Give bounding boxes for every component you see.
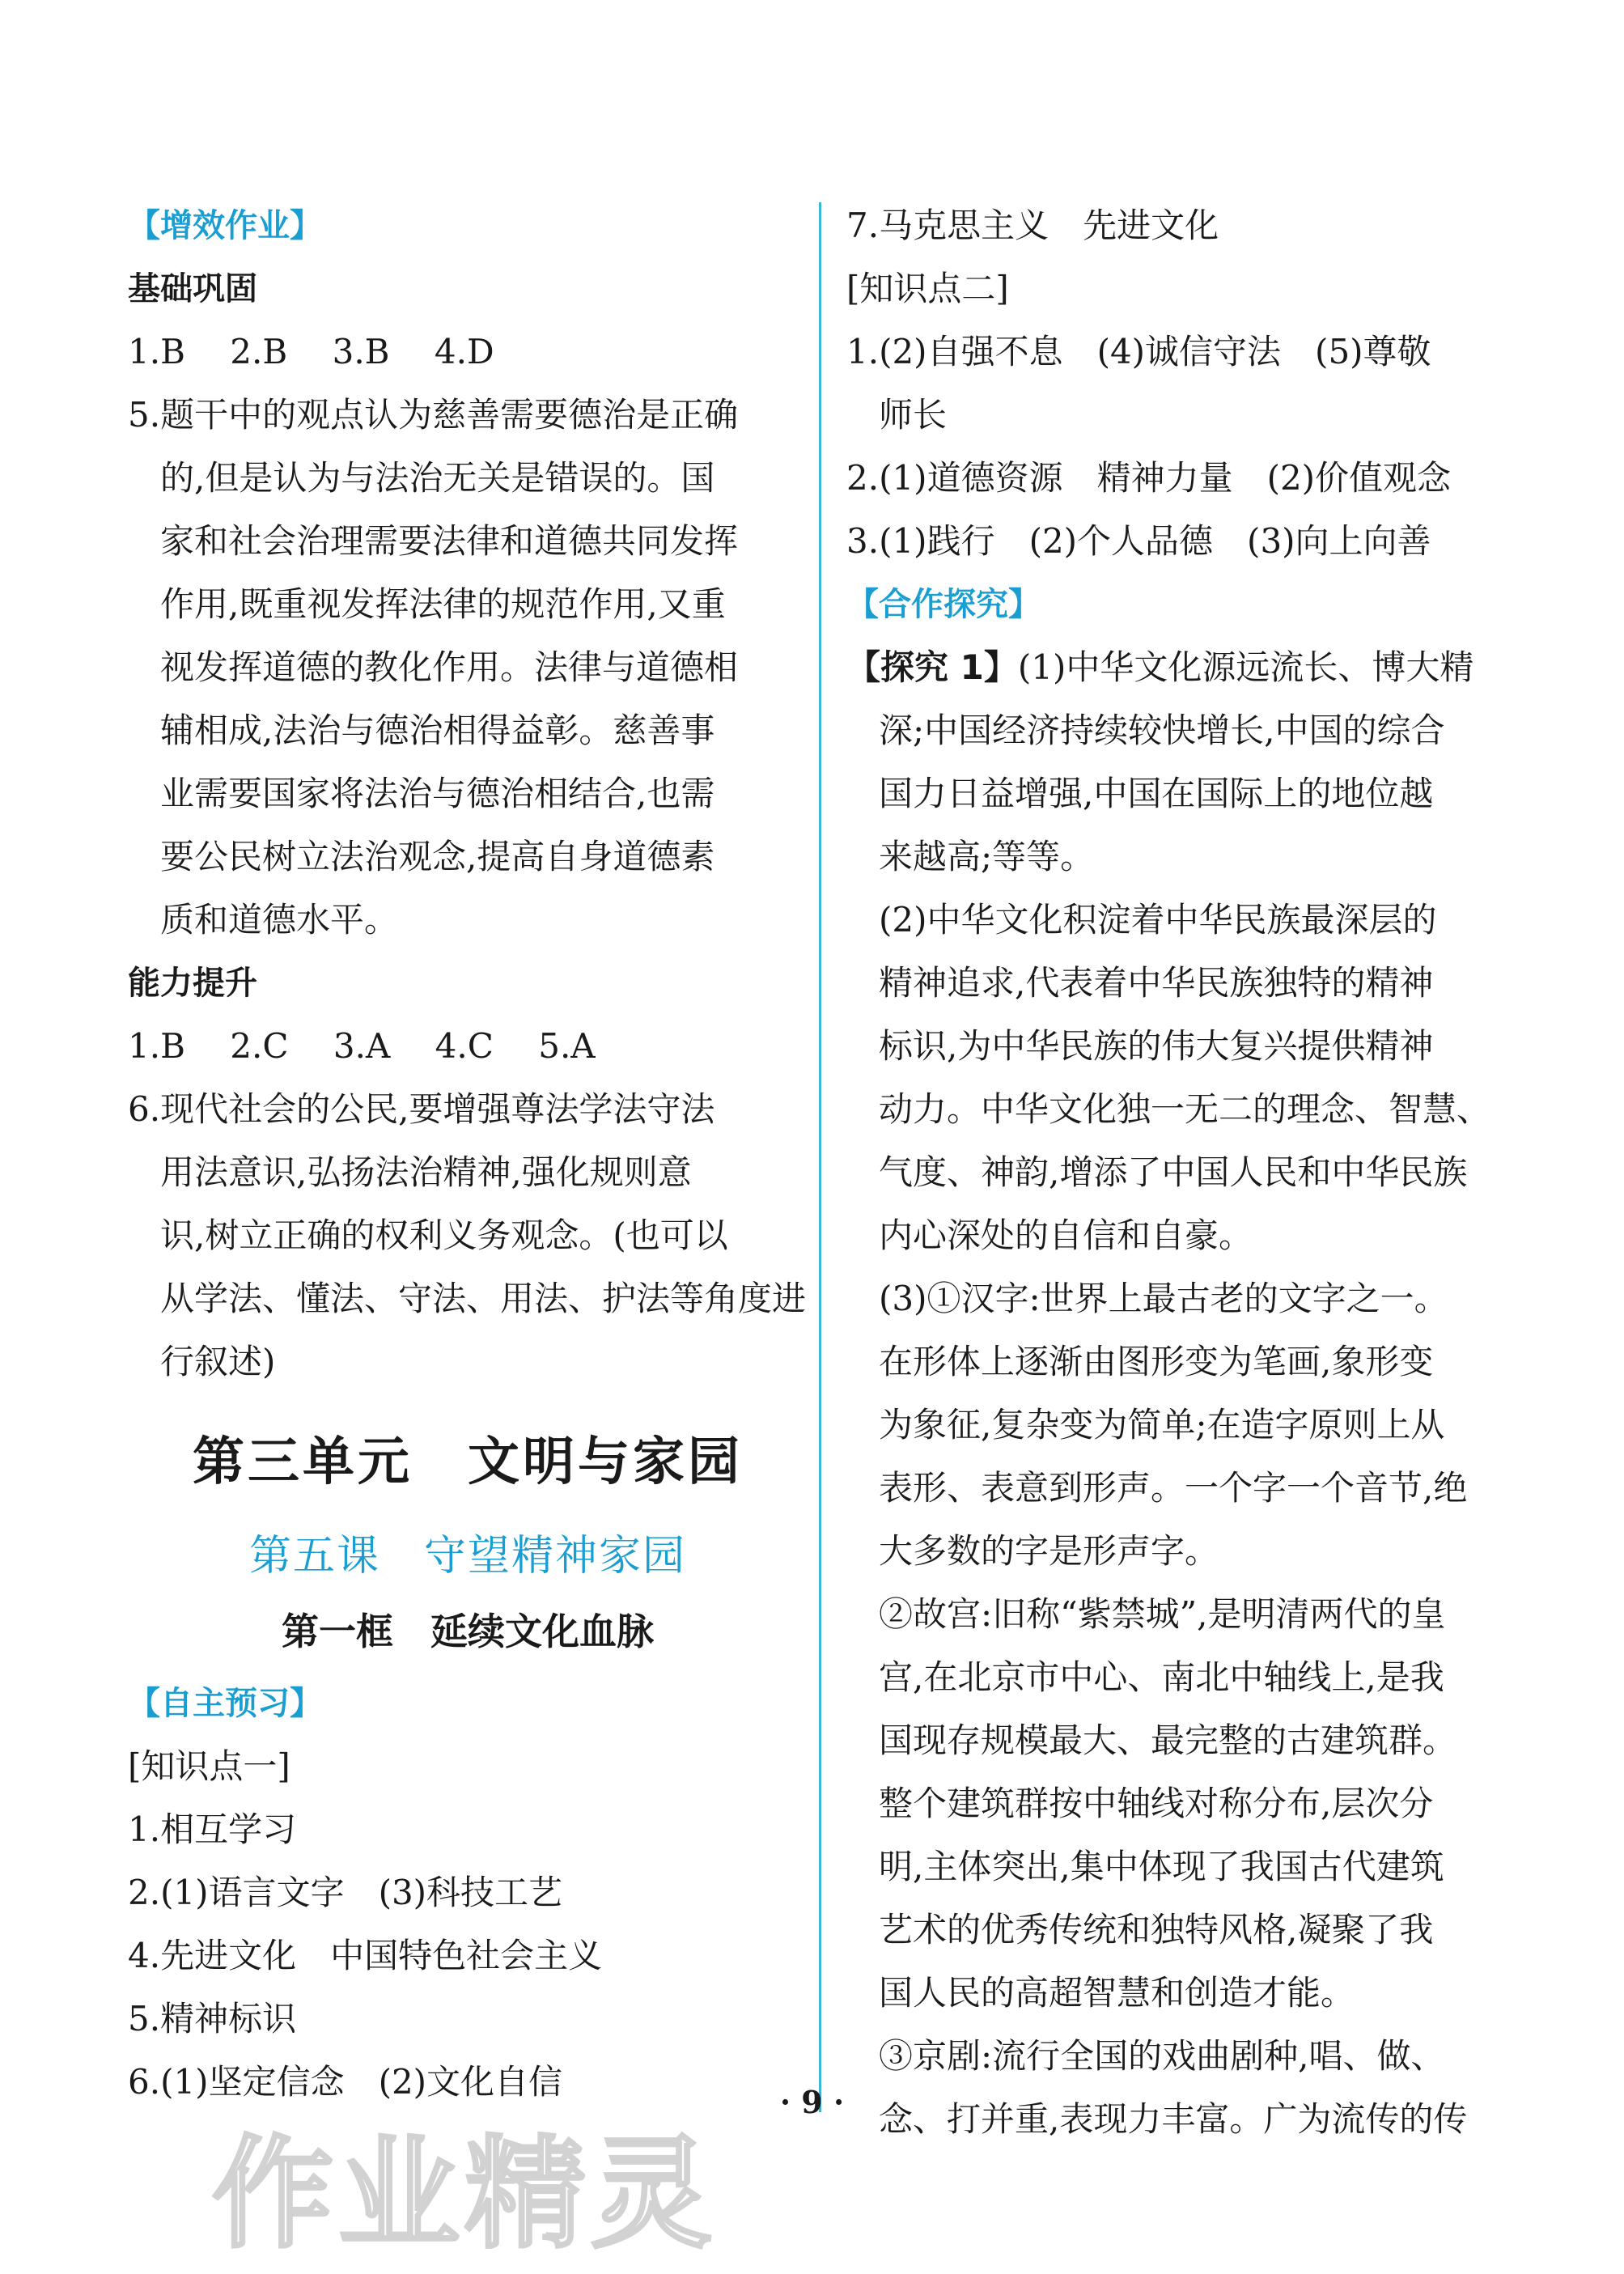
explore-line: 来越高;等等。 <box>879 837 1095 876</box>
explore-line: ③京剧:流行全国的戏曲剧种,唱、做、 <box>879 2036 1445 2076</box>
explore-line: 为象征,复杂变为简单;在造字原则上从 <box>879 1405 1445 1445</box>
explore-line: 气度、神韵,增添了中国人民和中华民族 <box>879 1152 1468 1192</box>
explore-line: 国现存规模最大、最完整的古建筑群。 <box>879 1720 1457 1760</box>
explore-first-line <box>846 636 1518 699</box>
unit-title: 第三单元 文明与家园 <box>193 1432 743 1492</box>
answer-2: 2.B <box>230 332 288 371</box>
section-preview: 【自主预习】 <box>128 1685 322 1722</box>
explore-line: 艺术的优秀传统和独特风格,凝聚了我 <box>879 1910 1434 1949</box>
basic-answers <box>128 320 808 384</box>
explore-line: 表形、表意到形声。一个字一个音节,绝 <box>879 1468 1468 1508</box>
kp1-item: 4.先进文化 中国特色社会主义 <box>128 1936 603 1975</box>
q5-line: 家和社会治理需要法律和道德共同发挥 <box>160 521 739 561</box>
kp2-item: 2.(1)道德资源 精神力量 (2)价值观念 <box>846 458 1452 498</box>
q5-line: 业需要国家将法治与德治相结合,也需 <box>160 774 715 813</box>
answer-4: 4.D <box>434 332 494 371</box>
q5-line: 视发挥道德的教化作用。法律与道德相 <box>160 647 739 687</box>
explore-line: 大多数的字是形声字。 <box>879 1531 1219 1571</box>
explore-line: 国力日益增强,中国在国际上的地位越 <box>879 774 1434 813</box>
explore-line: 宫,在北京市中心、南北中轴线上,是我 <box>879 1657 1444 1697</box>
explore-line: 整个建筑群按中轴线对称分布,层次分 <box>879 1784 1434 1823</box>
q5-line: 作用,既重视发挥法律的规范作用,又重 <box>160 584 726 624</box>
kp2-item: 1.(2)自强不息 (4)诚信守法 (5)尊敬 <box>846 332 1431 371</box>
page-number: · 9 · <box>779 2084 845 2120</box>
explore-line: (3)①汉字:世界上最古老的文字之一。 <box>879 1279 1448 1318</box>
explore-line: 精神追求,代表着中华民族独特的精神 <box>879 963 1434 1003</box>
answer-1: 1.B <box>128 332 185 371</box>
explore-line: (2)中华文化积淀着中华民族最深层的 <box>879 900 1437 940</box>
answer-3: 3.A <box>333 1026 391 1066</box>
q6-line: 6.现代社会的公民,要增强尊法学法守法 <box>128 1089 715 1129</box>
q5-line: 质和道德水平。 <box>160 900 399 940</box>
q6-line: 行叙述) <box>160 1342 276 1381</box>
kp1-item: 1.相互学习 <box>128 1809 297 1849</box>
answer-4: 4.C <box>435 1026 494 1066</box>
explore-line: 内心深处的自信和自豪。 <box>879 1215 1253 1255</box>
q6-line: 用法意识,弘扬法治精神,强化规则意 <box>160 1152 692 1192</box>
q6-line: 从学法、懂法、守法、用法、护法等角度进 <box>160 1279 807 1318</box>
kp1-item: 5.精神标识 <box>128 1999 297 2039</box>
kp1-item: 6.(1)坚定信念 (2)文化自信 <box>128 2062 563 2102</box>
subheading-ability: 能力提升 <box>128 965 257 1002</box>
knowledge-point-2: [知识点二] <box>846 269 1009 308</box>
subheading-basic: 基础巩固 <box>128 270 257 308</box>
explore-line: 深;中国经济持续较快增长,中国的综合 <box>879 711 1445 750</box>
explore-line: 念、打并重,表现力丰富。广为流传的传 <box>879 2099 1468 2139</box>
kp2-item: 3.(1)践行 (2)个人品德 (3)向上向善 <box>846 521 1431 561</box>
answer-1: 1.B <box>128 1026 185 1066</box>
explore-line: 标识,为中华民族的伟大复兴提供精神 <box>879 1026 1434 1066</box>
kp1-item: 2.(1)语言文字 (3)科技工艺 <box>128 1873 563 1912</box>
explore-tag: 【探究 1】 <box>846 647 1018 687</box>
knowledge-point-1: [知识点一] <box>128 1746 290 1786</box>
answer-7: 7.马克思主义 先进文化 <box>846 206 1219 245</box>
left-column-lower <box>128 1672 808 2114</box>
q6-line: 识,树立正确的权利义务观念。(也可以 <box>160 1215 728 1255</box>
kp2-item: 师长 <box>879 395 948 435</box>
section-homework: 【增效作业】 <box>128 207 322 244</box>
ability-answers <box>128 1015 808 1078</box>
section-explore: 【合作探究】 <box>846 586 1041 623</box>
q5-line: 5.题干中的观点认为慈善需要德治是正确 <box>128 395 739 435</box>
answer-2: 2.C <box>230 1026 289 1066</box>
explore-line: 国人民的高超智慧和创造才能。 <box>879 1973 1355 2013</box>
q5-line: 辅相成,法治与德治相得益彰。慈善事 <box>160 711 715 750</box>
column-divider <box>819 202 821 2112</box>
answer-5: 5.A <box>538 1026 596 1066</box>
answer-3: 3.B <box>332 332 390 371</box>
explore-line: 动力。中华文化独一无二的理念、智慧、 <box>879 1089 1491 1129</box>
left-column <box>128 194 808 1394</box>
q5-line: 的,但是认为与法治无关是错误的。国 <box>160 458 715 498</box>
watermark-logo: 作业精灵 <box>212 2124 718 2265</box>
explore-line: 在形体上逐渐由图形变为笔画,象形变 <box>879 1342 1434 1381</box>
explore-line: ②故宫:旧称“紫禁城”,是明清两代的皇 <box>879 1594 1446 1634</box>
lesson-title: 第五课 守望精神家园 <box>248 1532 686 1580</box>
right-column <box>846 194 1518 2151</box>
explore-text: (1)中华文化源远流长、博大精 <box>1017 647 1474 687</box>
q5-line: 要公民树立法治观念,提高自身道德素 <box>160 837 715 876</box>
frame-title: 第一框 延续文化血脉 <box>282 1610 654 1653</box>
explore-line: 明,主体突出,集中体现了我国古代建筑 <box>879 1847 1444 1886</box>
